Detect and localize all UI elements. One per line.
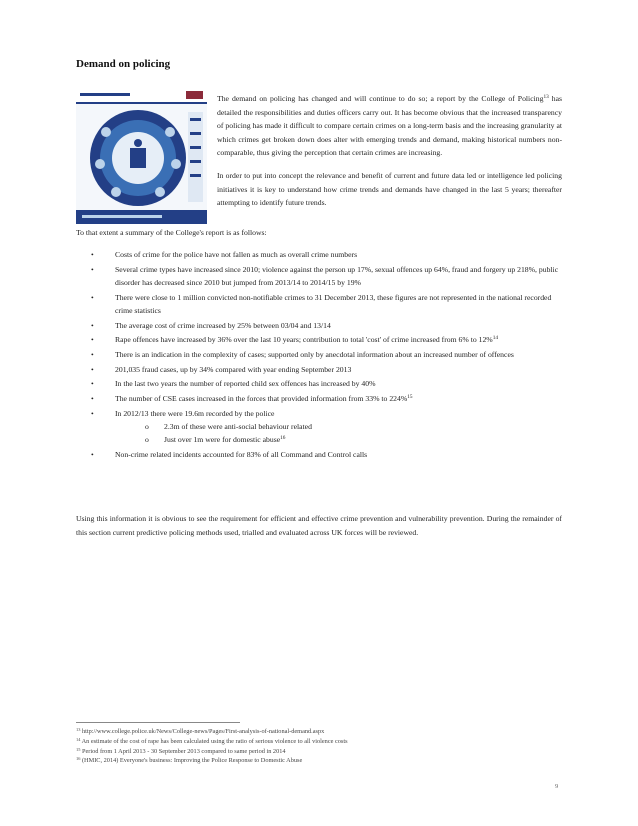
list-item <box>76 291 562 317</box>
footnote-ref-13: 13 <box>543 94 549 100</box>
infographic-figure-icon <box>130 148 146 168</box>
infographic-head-icon <box>134 139 142 147</box>
bullet-icon: • <box>91 349 94 359</box>
footnote-16 <box>76 756 562 766</box>
bullet-icon: • <box>91 292 94 302</box>
infographic-node-icon <box>155 187 165 197</box>
list-item <box>76 348 562 361</box>
intro-paragraph-1-continued: has detailed the responsibilities and duties officers carry out. It has become obvious that the increased transparency of policing has made it difficult to compare certain crimes on a long-term basis and the increasing granularity at which crimes get broken down does alter with emerging trends and demand, making historical numbers non-comparable, thus giving the perception that certain crimes are increasing. <box>217 94 563 158</box>
bullet-text: Several crime types have increased since 2010; violence against the person up 17%, sexual offences up 64%, fraud and forgery up 218%, public disorder has decreased since 2010 but jumped from 2013/14 to 2014/15 by 19% <box>115 264 559 287</box>
bullet-text: Non-crime related incidents accounted for 83% of all Command and Control calls <box>115 449 368 459</box>
bullet-icon: • <box>91 449 94 459</box>
infographic-side-bar <box>190 160 201 163</box>
infographic-figure <box>76 88 207 224</box>
footnote-separator <box>76 722 240 723</box>
intro-paragraph-1 <box>217 92 562 160</box>
list-item <box>76 333 562 346</box>
footnote-text: An estimate of the cost of rape has been calculated using the ratio of serious violence to all violence costs <box>80 737 348 745</box>
bullet-text: The number of CSE cases increased in the forces that provided information from 33% to 224% <box>115 394 408 404</box>
footnote-text: http://www.college.police.uk/News/College-news/Pages/First-analysis-of-national-demand.aspx <box>80 728 325 735</box>
infographic-side-panel <box>188 112 203 202</box>
list-item <box>76 248 562 261</box>
footnote-14 <box>76 737 562 747</box>
infographic-side-bar <box>190 174 201 177</box>
footnote-number: 13 <box>76 727 81 732</box>
footnotes <box>76 727 562 766</box>
list-item <box>76 319 562 332</box>
infographic-node-icon <box>111 187 121 197</box>
list-item <box>76 377 562 390</box>
bullet-icon: • <box>91 335 94 345</box>
bullet-text: There is an indication in the complexity of cases; supported only by anecdotal information about an increased number of offences <box>115 349 514 359</box>
infographic-header-text-bar <box>80 93 130 96</box>
infographic-side-bar <box>190 146 201 149</box>
bullet-text: There were close to 1 million convicted non-notifiable crimes to 31 December 2013, these figures are not represented in the national recorded crime statistics <box>115 292 552 315</box>
infographic-side-bar <box>190 118 201 121</box>
bullet-icon: • <box>91 408 94 418</box>
list-item <box>76 263 562 289</box>
infographic-image <box>76 88 207 224</box>
sub-bullet-list <box>115 420 562 446</box>
footnote-number: 16 <box>76 756 81 762</box>
bullet-icon: • <box>91 364 94 374</box>
infographic-node-icon <box>101 127 111 137</box>
bullet-text: In the last two years the number of reported child sex offences has increased by 40% <box>115 379 376 389</box>
sub-bullet-text: Just over 1m were for domestic abuse <box>164 435 281 445</box>
footnote-number: 15 <box>76 746 81 752</box>
sub-list-item <box>115 420 562 433</box>
list-item <box>76 407 562 447</box>
footnote-text: Period from 1 April 2013 - 30 September 2013 compared to same period in 2014 <box>80 747 286 755</box>
bullet-text: The average cost of crime increased by 25% between 03/04 and 13/14 <box>115 320 331 330</box>
infographic-node-icon <box>165 127 175 137</box>
footnote-15 <box>76 747 562 757</box>
infographic-footer-text-bar <box>82 215 162 218</box>
intro-paragraph-1-text: The demand on policing has changed and will continue to do so; a report by the College of Policing <box>217 94 544 103</box>
infographic-side-bar <box>190 132 201 135</box>
sub-bullet-icon: o <box>145 435 149 445</box>
sub-bullet-text: 2.3m of these were anti-social behaviour related <box>164 421 312 431</box>
sub-list-item <box>115 433 562 446</box>
footnote-ref-16: 16 <box>280 435 286 442</box>
bullet-text: In 2012/13 there were 19.6m recorded by the police <box>115 408 275 418</box>
list-item <box>76 448 562 461</box>
intro-text <box>217 92 562 219</box>
bullet-icon: • <box>91 320 94 330</box>
footnote-text: (HMIC, 2014) Everyone's business: Improving the Police Response to Domestic Abuse <box>80 757 303 765</box>
closing-paragraph: Using this information it is obvious to see the requirement for efficient and effective crime prevention and vulnerability prevention. During the remainder of this section current predictive policing methods used, trialled and evaluated across UK forces will be reviewed. <box>76 514 562 537</box>
infographic-logo <box>186 91 203 99</box>
footnote-number: 14 <box>76 736 81 742</box>
section-heading: Demand on policing <box>76 58 171 70</box>
list-item <box>76 363 562 376</box>
footnote-ref-15: 15 <box>407 394 413 401</box>
bullet-text: Costs of crime for the police have not fallen as much as overall crime numbers <box>115 250 358 259</box>
list-item <box>76 392 562 405</box>
bullet-icon: • <box>91 250 94 259</box>
intro-paragraph-2: In order to put into concept the relevance and benefit of current and future data led or intelligence led policing initiatives it is key to understand how crime trends and demands have changed in the last 5 years; thereafter attempting to identify future trends. <box>217 170 562 208</box>
bullet-icon: • <box>91 394 94 404</box>
bullet-icon: • <box>91 379 94 389</box>
infographic-rule <box>76 102 207 104</box>
page-number: 9 <box>555 783 559 790</box>
summary-lead: To that extent a summary of the College's report is as follows: <box>76 228 267 237</box>
summary-bullet-list <box>76 248 562 463</box>
infographic-node-icon <box>171 159 181 169</box>
bullet-text: 201,035 fraud cases, up by 34% compared with year ending September 2013 <box>115 364 352 374</box>
footnote-13 <box>76 727 562 737</box>
bullet-icon: • <box>91 264 94 274</box>
footnote-ref-14: 14 <box>492 335 498 342</box>
sub-bullet-icon: o <box>145 421 149 431</box>
bullet-text: Rape offences have increased by 36% over the last 10 years; contribution to total 'cost' of crime increased from 6% to 12% <box>115 335 493 345</box>
infographic-node-icon <box>95 159 105 169</box>
